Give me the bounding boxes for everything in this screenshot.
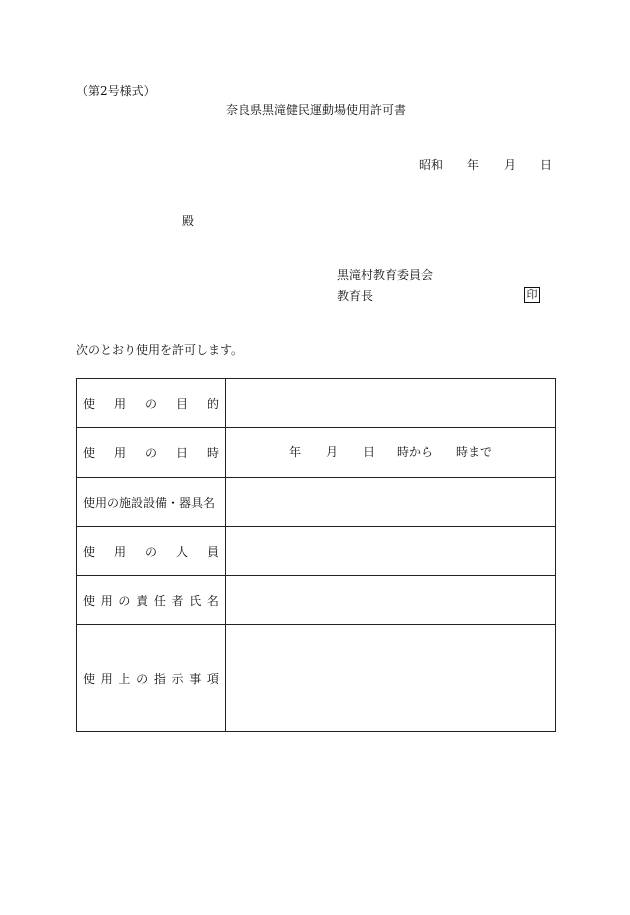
label-responsible: [77, 576, 226, 625]
label-char: 人: [175, 544, 188, 559]
label-char: 日: [175, 446, 188, 460]
label-facilities: [77, 478, 226, 527]
table-row-responsible: [77, 576, 556, 625]
date-month: 月: [504, 158, 517, 172]
table-row-datetime: [77, 428, 556, 478]
value-datetime: [226, 428, 556, 478]
form-number: （第2号様式）: [76, 84, 156, 98]
date-year: 年: [467, 158, 480, 172]
label-attendees: [77, 527, 226, 576]
label-char: 使: [83, 544, 96, 559]
value-attendees: [226, 527, 556, 576]
table-row-attendees: [77, 527, 556, 576]
table-row-instructions: [77, 625, 556, 732]
value-instructions: [226, 625, 556, 732]
date-era: 昭和: [419, 158, 444, 172]
table-row-purpose: [77, 379, 556, 428]
label-char: 示: [171, 671, 184, 686]
label-char: の: [136, 671, 149, 686]
label-char: 上: [118, 671, 131, 686]
issuer-organization: 黒滝村教育委員会: [337, 268, 434, 282]
value-responsible: [226, 576, 556, 625]
label-char: 項: [206, 671, 219, 686]
label-datetime: [77, 428, 226, 478]
table-row-facilities: [77, 478, 556, 527]
datetime-to: 時まで: [456, 445, 493, 459]
datetime-from: 時から: [397, 445, 434, 459]
label-char: 時: [206, 446, 219, 460]
label-char: 使: [83, 446, 96, 460]
document-title: 奈良県黒滝健民運動場使用許可書: [226, 103, 407, 117]
label-char: 用: [113, 544, 126, 559]
label-char: 使用の施設設備・器具名: [83, 495, 216, 510]
label-char: 事: [189, 671, 202, 686]
datetime-day: 日: [363, 445, 376, 459]
label-char: 員: [206, 544, 219, 559]
label-char: 使: [83, 593, 96, 608]
date-day: 日: [540, 158, 553, 172]
label-purpose: [77, 379, 226, 428]
label-char: 氏: [189, 593, 202, 608]
label-char: 指: [153, 671, 166, 686]
label-char: 任: [153, 593, 166, 608]
label-char: 使: [83, 396, 96, 411]
seal-mark: 印: [524, 287, 540, 303]
label-char: の: [144, 544, 157, 559]
datetime-month: 月: [326, 445, 339, 459]
label-char: の: [144, 446, 157, 460]
permit-table: [76, 378, 556, 732]
label-char: 目: [175, 396, 188, 411]
value-purpose: [226, 379, 556, 428]
addressee-suffix: 殿: [182, 214, 195, 228]
label-char: 用: [100, 671, 113, 686]
label-char: 的: [206, 396, 219, 411]
label-instructions: [77, 625, 226, 732]
label-char: 責: [136, 593, 149, 608]
label-char: 用: [113, 396, 126, 411]
label-char: の: [144, 396, 157, 411]
intro-text: 次のとおり使用を許可します。: [76, 343, 244, 357]
label-char: の: [118, 593, 131, 608]
label-char: 使: [83, 671, 96, 686]
label-char: 用: [113, 446, 126, 460]
datetime-year: 年: [289, 445, 302, 459]
value-facilities: [226, 478, 556, 527]
issuer-title: 教育長: [337, 289, 374, 303]
label-char: 名: [206, 593, 219, 608]
label-char: 用: [100, 593, 113, 608]
label-char: 者: [171, 593, 184, 608]
